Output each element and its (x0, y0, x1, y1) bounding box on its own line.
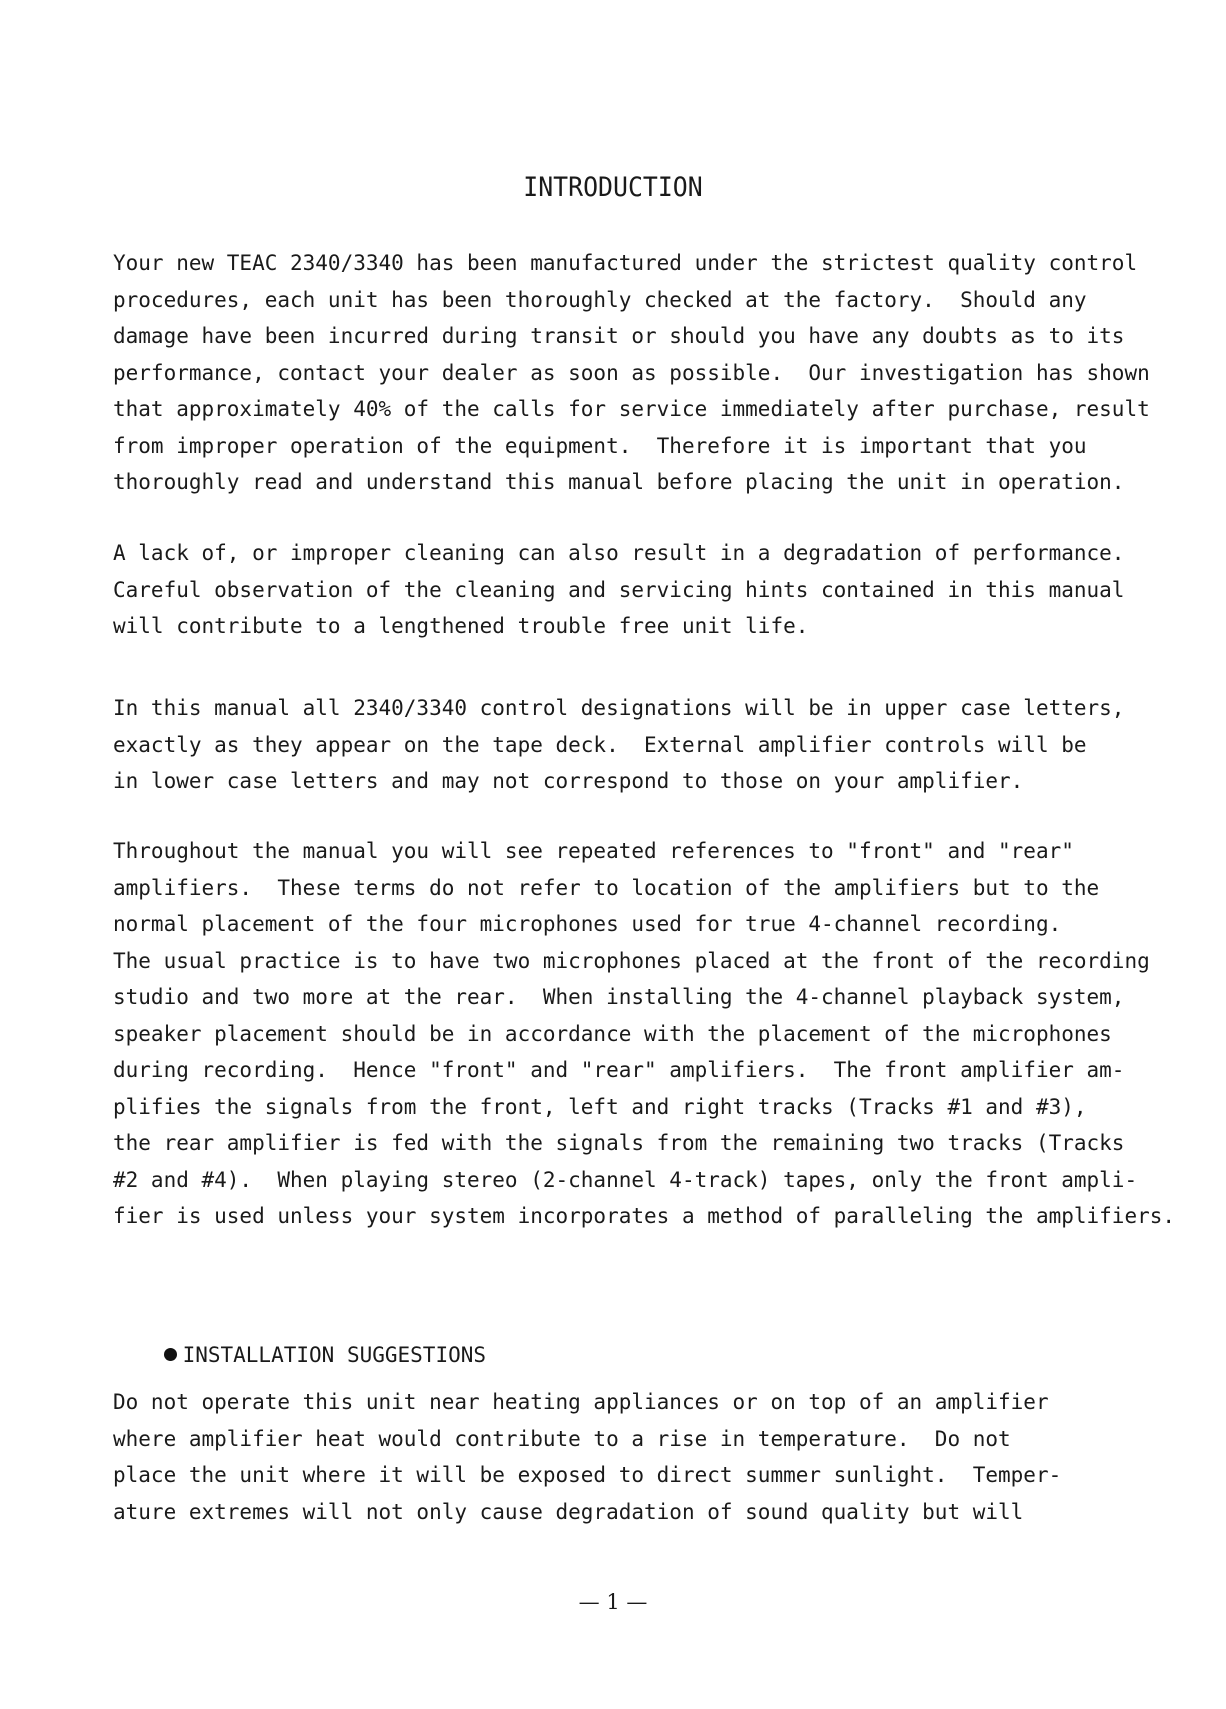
text-line: thoroughly read and understand this manual before placing the unit in operation. (113, 470, 1125, 494)
text-line: place the unit where it will be exposed to direct summer sunlight. Temper- (113, 1463, 1062, 1487)
text-line: In this manual all 2340/3340 control designations will be in upper case letters, (113, 696, 1125, 720)
page-title: INTRODUCTION (523, 172, 703, 203)
text-line: #2 and #4). When playing stereo (2-channel 4-track) tapes, only the front ampli- (113, 1167, 1138, 1192)
text-line: the rear amplifier is fed with the signals from the remaining two tracks (Tracks (113, 1131, 1125, 1155)
text-line: Throughout the manual you will see repeated references to "front" and "rear" (113, 839, 1074, 863)
text-line: procedures, each unit has been thoroughly checked at the factory. Should any (113, 287, 1087, 312)
text-line: from improper operation of the equipment. Therefore it is important that you (113, 433, 1087, 458)
section-heading-text: INSTALLATION SUGGESTIONS (182, 1343, 487, 1367)
text-line: exactly as they appear on the tape deck. External amplifier controls will be (113, 732, 1087, 757)
text-line: during recording. Hence "front" and "rear" amplifiers. The front amplifier am- (113, 1058, 1125, 1082)
intro-paragraph-2 (113, 535, 1133, 645)
bullet-icon (164, 1348, 177, 1361)
text-line: studio and two more at the rear. When installing the 4-channel playback system, (113, 985, 1125, 1009)
installation-paragraph (113, 1384, 1133, 1530)
text-line: fier is used unless your system incorporates a method of paralleling the amplifiers. (113, 1204, 1176, 1228)
text-line: normal placement of the four microphones used for true 4-channel recording. (113, 912, 1062, 936)
text-line: speaker placement should be in accordance with the placement of the microphones (113, 1021, 1112, 1046)
text-line: performance, contact your dealer as soon as possible. Our investigation has shown (113, 360, 1150, 385)
text-line: will contribute to a lengthened trouble free unit life. (113, 614, 809, 638)
text-line: amplifiers. These terms do not refer to location of the amplifiers but to the (113, 875, 1100, 900)
intro-paragraph-3 (113, 690, 1133, 800)
page-number: — 1 — (578, 1590, 648, 1614)
text-line: that approximately 40% of the calls for service immediately after purchase, result (113, 397, 1150, 421)
text-line: where amplifier heat would contribute to a rise in temperature. Do not (113, 1426, 1011, 1451)
text-line: Careful observation of the cleaning and servicing hints contained in this manual (113, 577, 1125, 602)
text-line: in lower case letters and may not correspond to those on your amplifier. (113, 769, 1024, 793)
text-line: plifies the signals from the front, left and right tracks (Tracks #1 and #3), (113, 1094, 1087, 1119)
text-line: damage have been incurred during transit or should you have any doubts as to its (113, 324, 1125, 348)
text-line: The usual practice is to have two microphones placed at the front of the recording (113, 948, 1150, 973)
text-line: Your new TEAC 2340/3340 has been manufactured under the strictest quality control (113, 251, 1138, 275)
text-line: ature extremes will not only cause degradation of sound quality but will (113, 1499, 1024, 1524)
intro-paragraph-4 (113, 833, 1176, 1235)
intro-paragraph-1 (113, 245, 1150, 501)
section-heading-installation (113, 1319, 486, 1391)
text-line: A lack of, or improper cleaning can also result in a degradation of performance. (113, 541, 1125, 565)
text-line: Do not operate this unit near heating appliances or on top of an amplifier (113, 1390, 1049, 1414)
